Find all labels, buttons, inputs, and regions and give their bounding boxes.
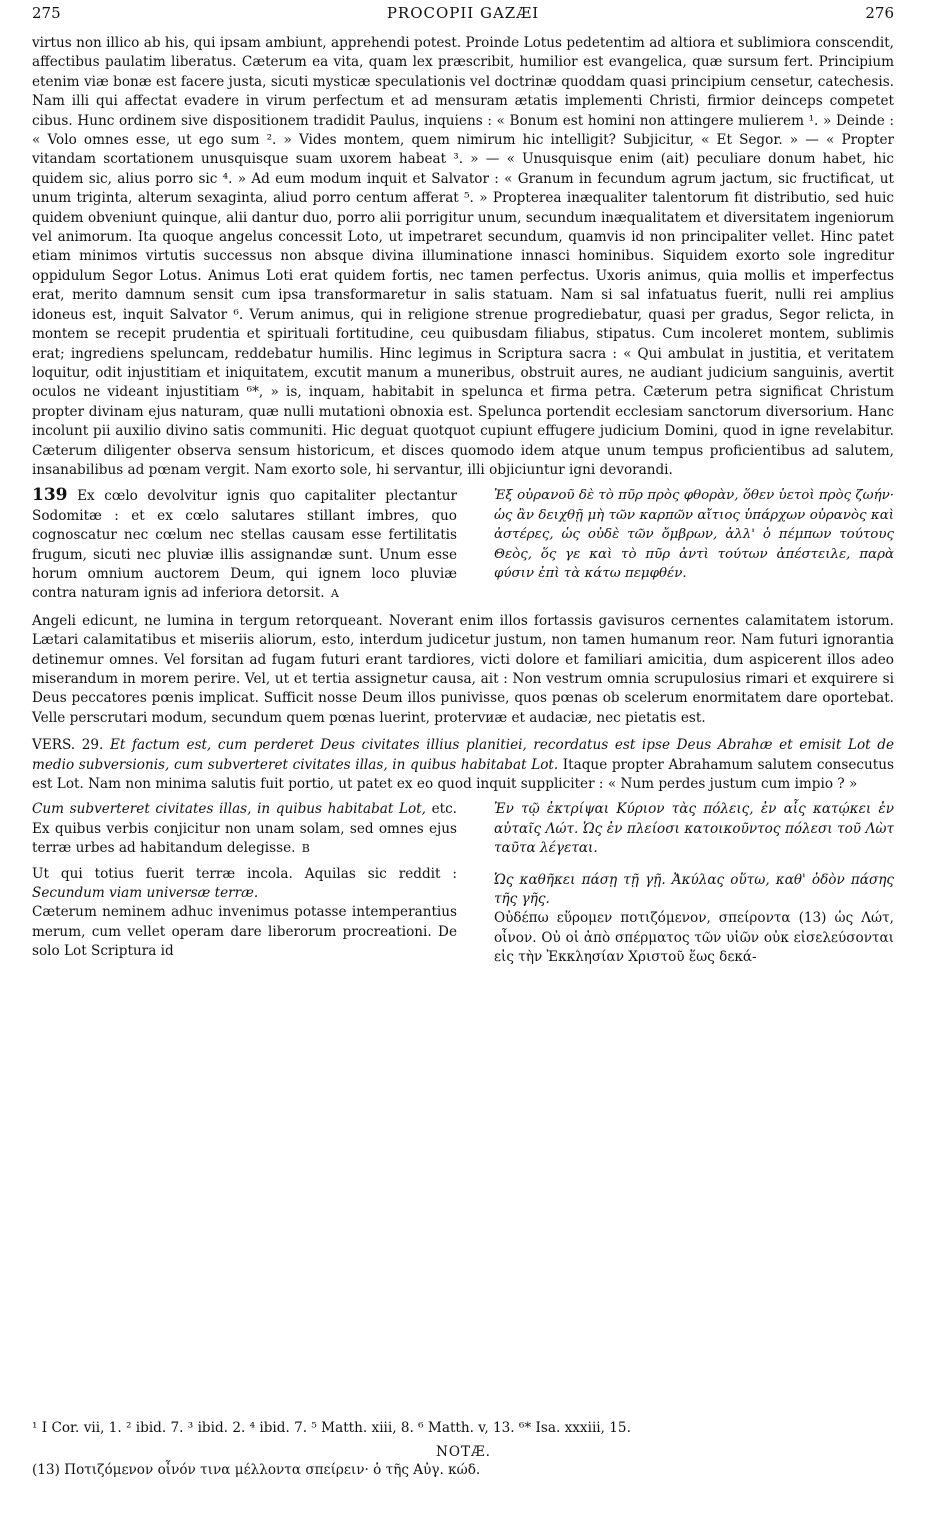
section-b-latin-3: Cæterum neminem adhuc invenimus potasse intemperantius merum, cum vellet operam dare liberorum procreationi. De solo Lot Scriptura id [32, 904, 457, 960]
paragraph-1: virtus non illico ab his, qui ipsam ambiunt, apprehendi potest. Proinde Lotus pedetentim ad altiora et sublimiora conscendit, affectibus paulatim liberatus. Cæterum ea vita, quam lex præscribit, humilior est evangelica, quæ sursum fert. Principium etenim viæ bonæ est facere justa, sicuti mysticæ speculationis vel doctrinæ quoddam quasi principium censetur, catechesis. Nam illi qui affectat evadere in virum perfectum et ad mensuram ætatis implementi Christi, firmior deinceps competet cibus. Hunc ordinem sive dispositionem tradidit Paulus, inquiens : « Bonum est homini non attingere mulierem ¹. » Deinde : « Volo omnes esse, ut ego sum ². » Vides montem, quem nimirum hic intelligit? Subjicitur, « Et Segor. » — « Propter vitandam scortationem unusquisque suam uxorem habeat ³. » — « Unusquisque enim (ait) peculiare donum habet, hic quidem sic, alius porro sic ⁴. » Ad eum modum inquit et Salvator : « Granum in fecundum agrum jactum, sic fructificat, ut unum triginta, alterum sexaginta, aliud porro centum afferat ⁵. » Propterea inæqualiter talentorum fit distributio, sed huic quidem obveniunt quinque, alii dantur duo, porro alii porrigitur unum, secundum inæqualitatem et diversitatem ingeniorum vel animorum. Ita quoque angelus concessit Loto, ut impetraret secundum, quamvis id non principaliter vellet. Hinc patet etiam minimos virtutis successus non absque divina illuminatione innasci hominibus. Siquidem exorto sole ingreditur oppidulum Segor Lotus. Animus Loti erat quidem fortis, nec tamen perfectus. Uxoris animus, quia mollis et imperfectus erat, merito damnum sensit cum ipsa transformaretur in salis statuam. Nam si sal infatuatus fuerit, nulli rei amplius idoneus est, inquit Salvator ⁶. Verum animus, qui in religione strenue progrediebatur, quasi per gradus, Segor relicta, in montem se recepit prudentia et spirituali fortitudine, ceu quibusdam filiabus, stipatus. Cum incoleret montem, sublimis erat; ingrediens speluncam, reddebatur humilis. Hinc legimus in Scriptura sacra : « Qui ambulat in justitia, et veritatem loquitur, odit injustitiam et iniquitatem, excutit manum a muneribus, obstruit aures, ne audiant judicium sanguinis, avertit oculos ne videant injustitiam ⁶*, » is, inquam, habitabit in spelunca et firma petra. Cæterum petra significat Christum propter divinam ejus naturam, quæ nulli mutationi obnoxia est. Spelunca portendit ecclesiam sanctorum diversorium. Hanc incolunt pii auxilio divino satis communiti. Hic deguat quotquot cupiunt effugere judicium Domini, quod in igne revelabitur. Cæterum diligenter observa sensum historicum, et disces quomodo idem atque unum tempus proficientibus ad salutem, insanabilibus ad pœnam vergit. Nam exorto sole, hi servantur, illi objiciuntur igni devorandi. [32, 35, 894, 478]
running-title: PROCOPII GAZÆI [386, 4, 540, 22]
verse-commentary: Itaque propter Abrahamum salutem consecutus est Lot. Nam non minima salutis fuit portio, ut patet ex eo quod inquit suppliciter : « Num perdes justum cum impio ? » [32, 756, 894, 793]
section-number: 139 [32, 485, 68, 506]
section-b-latin-1 [32, 800, 457, 858]
paragraph-2: Angeli edicunt, ne lumina in tergum retorqueant. Noverant enim illos fortassis gavisuros cernentes calamitatem istorum. Lætari calamitatibus et miseriis aliorum, esto, interdum judicetur justum, non tamen humanum reor. Nam futuri ignorantia detinemur omnes. Vel forsitan ad fugam futuri erant tardiores, victi dolore et familiari amicitia, dum aspicerent illos adeo miserandum in morem perire. Vel, ut et tertia assignetur causa, ait : Non vestrum omnia scrupulosius rimari et exquirere si Deus peccatores pœnis implicat. Sufficit nosse Deum illos punivisse, quos pœnas ob scelerum enormitatem dare oportebat. Velle perscrutari modum, secundum quem pœnas luerint, protervиæ et audaciæ, nec pietatis est. [32, 612, 894, 726]
notae-heading: NOTÆ. [435, 1444, 492, 1460]
page-number-right: 276 [865, 4, 894, 22]
section-139-latin [32, 486, 457, 603]
section-139 [32, 486, 894, 603]
greek-2: Ὡς καθῆκει πάσῃ τῇ γῇ. Ἀκύλας οὕτω, καθ' ὁδὸν πάσης τῆς γῆς. [494, 871, 894, 908]
verse-label: VERS. 29. [32, 737, 104, 754]
page-body [32, 34, 894, 968]
latin-1-text: etc. Ex quibus verbis conjicitur non unam solam, sed omnes ejus terræ urbes ad habitandum delegisse. [32, 801, 458, 857]
running-header [32, 4, 894, 28]
latin-1-quote: Cum subverteret civitates illas, in quibus habitabat Lot, [32, 801, 426, 818]
section-b-greek [494, 800, 894, 967]
section-139-latin-text: Ex cœlo devolvitur ignis quo capitaliter plectantur Sodomitæ : et ex cœlo salutares stillant imbres, quo cognoscatur nec cœlum nec stellas causam esse fertilitatis frugum, sicuti nec pluviæ illis assignandæ sunt. Unum esse horum omnium auctorem Deum, qui ignem loco pluviæ contra naturam ignis ad inferiora detorsit. [32, 488, 458, 602]
section-b-latin [32, 800, 457, 967]
verse-quote: Et factum est, cum perderet Deus civitates illius planitiei, recordatus est ipse Deus Abrahæ et emisit Lot de medio subversionis, cum subverteret civitates illas, in quibus habitabat Lot. [32, 737, 894, 773]
column-marker-a: A [330, 587, 339, 601]
latin-2-quote: Secundum viam universæ terræ. [32, 885, 259, 902]
verse-29 [32, 736, 894, 794]
latin-2-text: Ut qui totius fuerit terræ incola. Aquilas sic reddit : [32, 865, 457, 882]
section-b-latin-2 [32, 865, 457, 904]
section-139-greek: Ἐξ οὐρανοῦ δὲ τὸ πῦρ πρὸς φθορὰν, ὅθεν ὑετοὶ πρὸς ζωήν· ὡς ἂν δειχθῇ μὴ τῶν καρπῶν αἴτιος ὑπάρχων οὐρανὸς καὶ ἀστέρες, ὡς οὐδὲ τῶν ὄμβρων, ἀλλ' ὁ πέμπων τούτους Θεὸς, ὅς γε καὶ τὸ πῦρ ἀντὶ τούτων ἀπέστειλε, παρὰ φύσιν ἐπὶ τὰ κάτω πεμφθέν. [494, 488, 894, 581]
greek-3: Οὐδέπω εὕρομεν ποτιζόμενον, σπείροντα (13) ὡς Λώτ, οἶνον. Οὐ οἱ ἀπὸ σπέρματος τῶν υἱῶν οὐκ εἰσελεύσονται εἰς τὴν Ἐκκλησίαν Χριστοῦ ἕως δεκά- [494, 910, 894, 966]
section-b [32, 800, 894, 967]
page-number-left: 275 [32, 4, 61, 22]
footnotes: ¹ I Cor. vii, 1. ² ibid. 7. ³ ibid. 2. ⁴ ibid. 7. ⁵ Matth. xiii, 8. ⁶ Matth. v, 13. ⁶* Isa. xxxiii, 15. [32, 1420, 631, 1436]
greek-1: Ἐν τῷ ἐκτρίψαι Κύριον τὰς πόλεις, ἐν αἷς κατῴκει ἐν αὐταῖς Λώτ. Ὡς ἐν πλείοσι κατοικοῦντος πόλεσι τοῦ Λὼτ ταῦτα λέγεται. [494, 801, 894, 857]
note-13: (13) Ποτιζόμενον οἶνόν τινα μέλλοντα σπείρειν· ὁ τῆς Αὐγ. κώδ. [32, 1462, 481, 1478]
column-marker-b: B [301, 842, 310, 856]
